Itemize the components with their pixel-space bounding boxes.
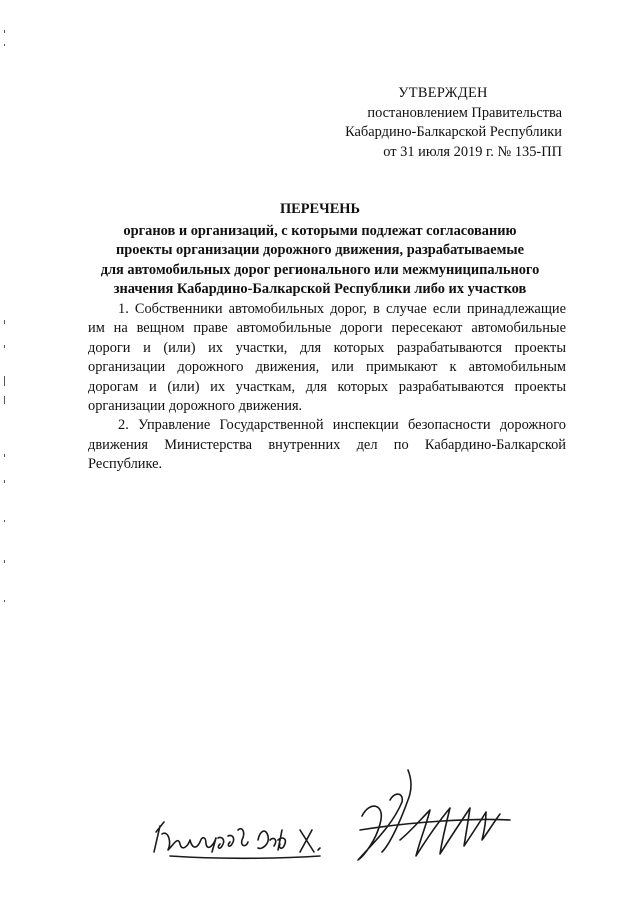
document-body [88,300,566,475]
list-item: 1. Собственники автомобильных дорог, в случае если принадлежащие им на вещном праве автомобильные дороги пересекают автомобильные дороги и (или) их участки, для которых разрабатываются проекты организации дорожного движения, или примыкают к автомобильным дорогам и (или) их участкам, для которых разрабатываются проекты организации дорожного движения. [88,301,566,415]
list-item: 2. Управление Государственной инспекции безопасности дорожного движения Министерства внутренних дел по Кабардино-Балкарской Республике. [88,417,566,473]
scan-margin-marks [0,0,10,905]
title-main: ПЕРЕЧЕНЬ [279,201,361,217]
handwritten-signature [150,760,530,880]
approval-line: Кабардино-Балкарской Республики [345,124,562,140]
title-line: значения Кабардино-Балкарской Республики либо их участков [113,281,527,297]
title-line: проекты организации дорожного движения, разрабатываемые [115,242,525,258]
title-line: для автомобильных дорог регионального или межмуниципального [100,261,540,278]
document-title [60,200,580,300]
approval-title: УТВЕРЖДЕН [398,85,488,101]
approval-stamp [300,84,562,162]
approval-date: от 31 июля 2019 г. № 135-ПП [383,143,562,160]
approval-line: постановлением Правительства [367,104,562,121]
title-line: органов и организаций, с которыми подлежат согласованию [123,222,517,239]
